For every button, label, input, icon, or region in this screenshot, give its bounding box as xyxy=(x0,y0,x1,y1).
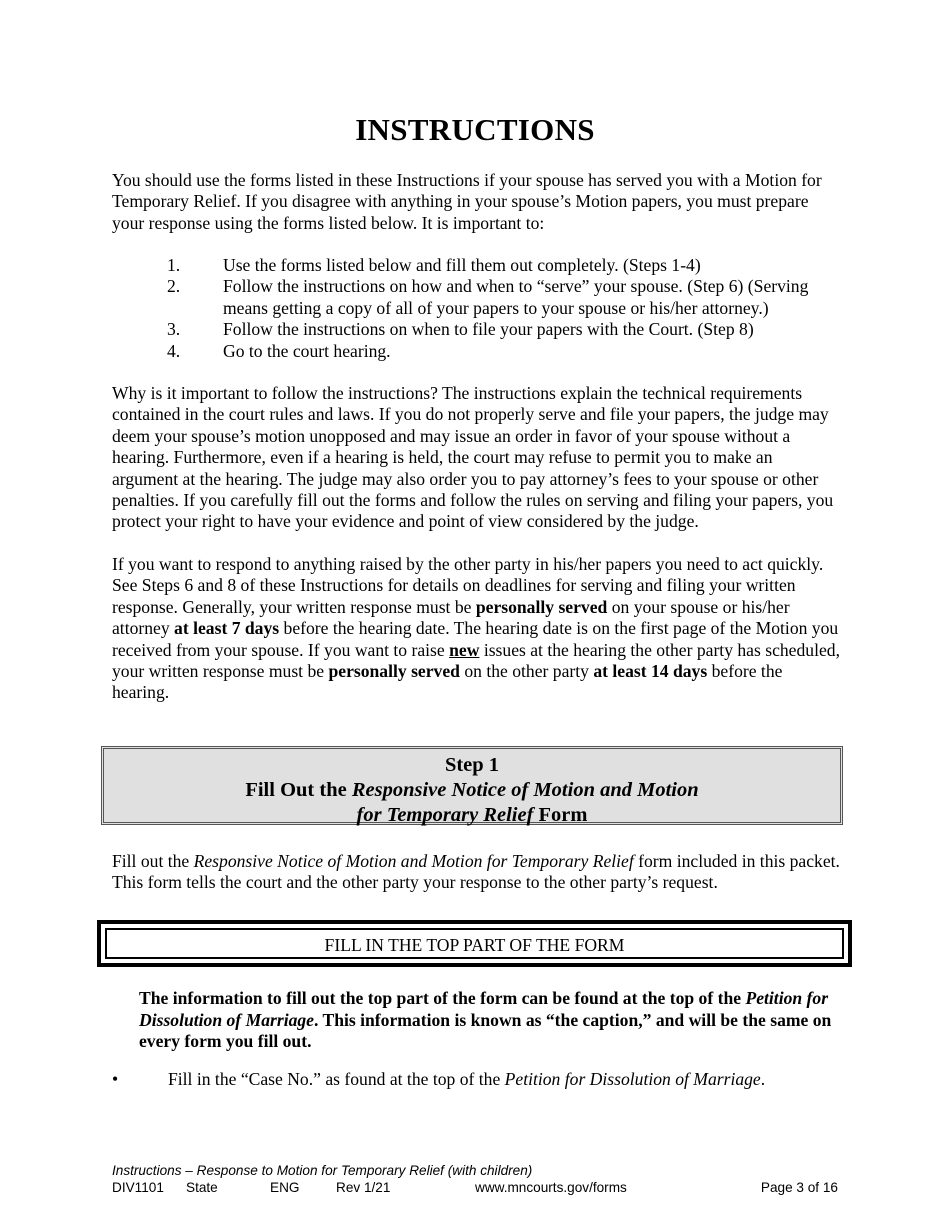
fill-top-part-label: FILL IN THE TOP PART OF THE FORM xyxy=(105,928,844,959)
numbered-steps-list xyxy=(112,255,842,362)
respond-bold: personally served xyxy=(328,661,460,682)
list-item-text: Go to the court hearing. xyxy=(223,340,391,361)
respond-text: on your spouse or his/her attorney xyxy=(112,596,790,639)
list-item-text: Follow the instructions on when to file your papers with the Court. (Step 8) xyxy=(223,319,754,340)
page-title: INSTRUCTIONS xyxy=(355,112,595,147)
intro-paragraph: You should use the forms listed in these Instructions if your spouse has served you with a Motion for Temporary Relief. If you disagree with anything in your spouse’s Motion papers, you must prepare your response using the forms listed below. It is important to: xyxy=(112,170,822,233)
step1-title-text: Fill Out the xyxy=(245,779,352,801)
why-paragraph: Why is it important to follow the instructions? The instructions explain the technical requirements contained in the court rules and laws. If you do not properly serve and file your papers, the judge may deem your spouse’s motion unopposed and may issue an order in favor of your spouse without a hearing. Furthermore, even if a hearing is held, the court may refuse to permit you to make an argument at the hearing. The judge may also order you to pay attorney’s fees to your spouse or other penalties. If you carefully fill out the forms and follow the rules on serving and filing your papers, you protect your right to have your evidence and point of view considered by the judge. xyxy=(112,383,834,532)
fillout-text: Fill out the xyxy=(112,851,194,871)
list-item xyxy=(112,276,842,319)
list-number: 2. xyxy=(167,276,181,297)
caption-info-paragraph xyxy=(139,988,842,1053)
list-number: 4. xyxy=(167,340,181,361)
respond-bold: at least 14 days xyxy=(593,661,708,682)
caption-text: . This information is known as “the caption,” and will be the same on every form you fill out. xyxy=(139,1009,832,1052)
respond-text: before the hearing. xyxy=(112,661,783,703)
list-number: 1. xyxy=(167,255,181,275)
step1-title-italic: for Temporary Relief xyxy=(356,804,534,826)
footer-state: State xyxy=(186,1180,218,1195)
list-item xyxy=(112,341,842,362)
caption-italic: Petition for Dissolution of Marriage xyxy=(139,988,829,1030)
footer-title: Instructions – Response to Motion for Temporary Relief (with children) xyxy=(112,1163,533,1178)
respond-text: on the other party xyxy=(459,661,594,682)
respond-text: If you want to respond to anything raised by the other party in his/her papers you need to act quickly. See Steps 6 and 8 of these Instructions for details on deadlines for serving and filing your written response. Generally, your written response must be xyxy=(112,554,824,617)
bullet-plain: . xyxy=(760,1069,766,1089)
fillout-paragraph xyxy=(112,851,842,894)
respond-bold: personally served xyxy=(475,596,608,617)
step1-label: Step 1 xyxy=(444,754,500,776)
footer-language: ENG xyxy=(270,1180,300,1195)
footer-url[interactable]: www.mncourts.gov/forms xyxy=(475,1180,627,1195)
footer-form-id: DIV1101 xyxy=(112,1180,164,1195)
respond-bold: at least 7 days xyxy=(174,618,280,639)
bullet-italic: Petition for Dissolution of Marriage xyxy=(504,1069,761,1089)
bullet-plain: Fill in the “Case No.” as found at the top of the xyxy=(168,1069,505,1089)
footer-revision: Rev 1/21 xyxy=(336,1180,391,1195)
fillout-italic: Responsive Notice of Motion and Motion for Temporary Relief xyxy=(193,851,634,871)
step1-title-text: Form xyxy=(533,804,588,826)
bullet-text xyxy=(168,1069,765,1090)
list-item xyxy=(112,255,842,276)
fillout-text: form included in this packet. This form tells the court and the other party your response to the other party’s request. xyxy=(112,851,840,893)
step1-title-italic: Responsive Notice of Motion and Motion xyxy=(351,779,699,801)
step1-title-line xyxy=(104,778,840,803)
step1-title-line xyxy=(104,803,840,828)
respond-text: before the hearing date. The hearing date is on the first page of the Motion you received from your spouse. If you want to raise xyxy=(112,618,839,660)
list-item-text: Use the forms listed below and fill them out completely. (Steps 1-4) xyxy=(223,255,701,275)
footer-line xyxy=(112,1180,842,1198)
step1-heading-box xyxy=(101,746,843,825)
footer-page-number: Page 3 of 16 xyxy=(760,1180,838,1195)
respond-text: issues at the hearing the other party has scheduled, your written response must be xyxy=(112,639,840,682)
fill-top-part-box xyxy=(97,920,852,967)
respond-underline: new xyxy=(449,639,480,660)
list-item-text: Follow the instructions on how and when to “serve” your spouse. (Step 6) (Serving means getting a copy of all of your papers to your spouse or his/her attorney.) xyxy=(223,276,809,318)
bullet-icon: • xyxy=(112,1069,119,1089)
list-item xyxy=(112,319,842,340)
list-number: 3. xyxy=(167,319,181,340)
respond-paragraph xyxy=(112,554,842,704)
caption-text: The information to fill out the top part of the form can be found at the top of the xyxy=(139,988,746,1008)
